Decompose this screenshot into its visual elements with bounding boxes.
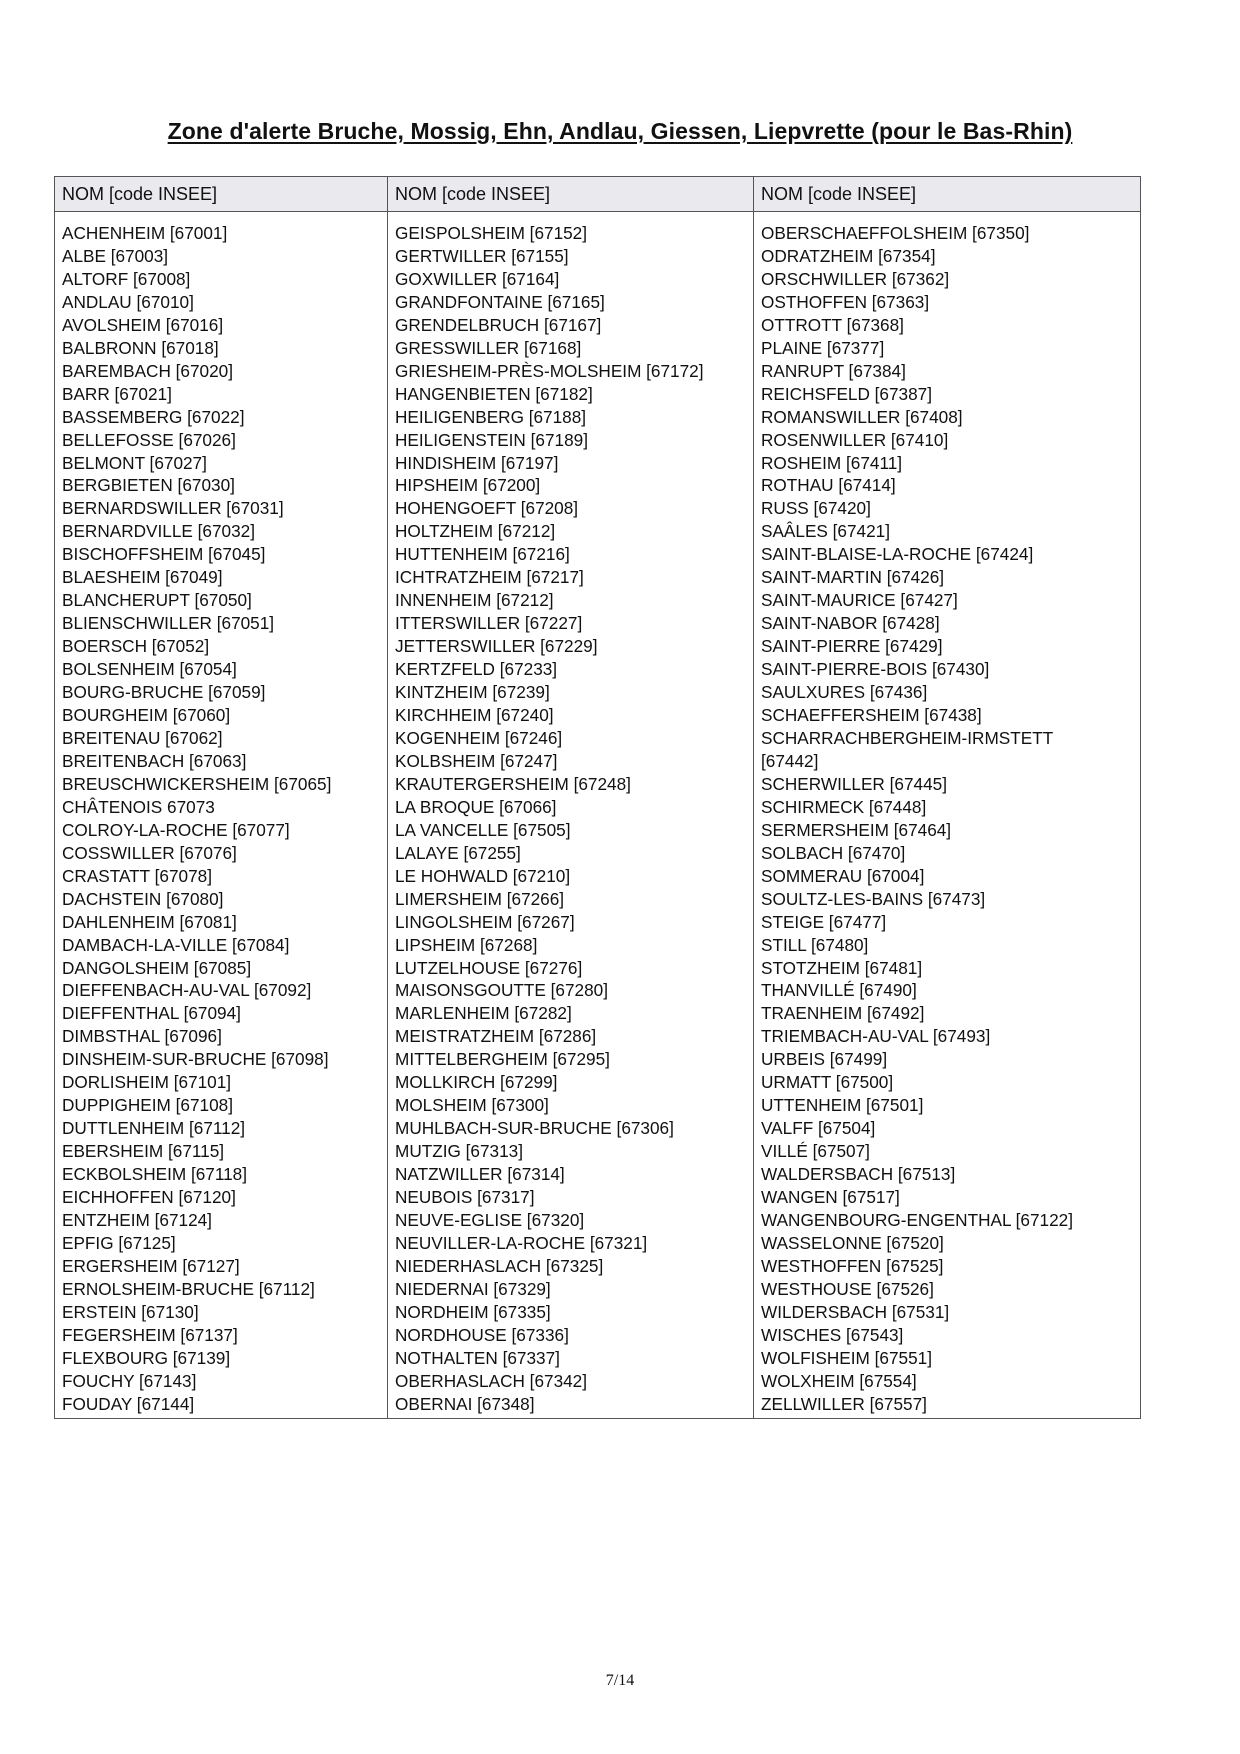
commune-entry: ERSTEIN [67130] [62, 1301, 199, 1322]
commune-entry: OBERSCHAEFFOLSHEIM [67350] [761, 223, 1030, 243]
commune-entry: RUSS [67420] [761, 498, 871, 519]
commune-entry: AVOLSHEIM [67016] [62, 314, 224, 335]
commune-entry: REICHSFELD [67387] [761, 383, 932, 404]
commune-entry: NIEDERHASLACH [67325] [395, 1255, 604, 1276]
commune-entry: BLIENSCHWILLER [67051] [62, 613, 275, 634]
commune-entry: ROSENWILLER [67410] [761, 429, 949, 450]
commune-entry: CHÂTENOIS 67073 [62, 796, 215, 817]
commune-entry: EPFIG [67125] [62, 1232, 176, 1253]
commune-entry: DUPPIGHEIM [67108] [62, 1095, 233, 1116]
commune-entry: VALFF [67504] [761, 1118, 876, 1139]
commune-entry: ROTHAU [67414] [761, 475, 896, 496]
commune-entry: SERMERSHEIM [67464] [761, 819, 952, 840]
commune-entry: KOGENHEIM [67246] [395, 727, 563, 748]
commune-entry: HEILIGENBERG [67188] [395, 406, 587, 427]
commune-entry: BELMONT [67027] [62, 452, 207, 473]
commune-entry: WANGENBOURG-ENGENTHAL [67122] [761, 1209, 1073, 1230]
commune-entry: SAÂLES [67421] [761, 521, 890, 542]
commune-entry: NEUBOIS [67317] [395, 1187, 535, 1208]
commune-entry: LUTZELHOUSE [67276] [395, 957, 583, 978]
commune-entry: OBERHASLACH [67342] [395, 1370, 588, 1391]
commune-column-2 [388, 216, 754, 1418]
commune-entry: WOLXHEIM [67554] [761, 1370, 917, 1391]
commune-entry: HEILIGENSTEIN [67189] [395, 429, 588, 450]
commune-entry: GEISPOLSHEIM [67152] [395, 223, 588, 243]
commune-entry: INNENHEIM [67212] [395, 590, 554, 611]
commune-entry: GRIESHEIM-PRÈS-MOLSHEIM [67172] [395, 360, 704, 381]
commune-entry: BOURG-BRUCHE [67059] [62, 682, 266, 703]
commune-entry: NOTHALTEN [67337] [395, 1347, 560, 1368]
commune-entry: MOLSHEIM [67300] [395, 1095, 549, 1116]
commune-entry: NORDHOUSE [67336] [395, 1324, 569, 1345]
commune-entry: BERGBIETEN [67030] [62, 475, 235, 496]
commune-entry: BOLSENHEIM [67054] [62, 659, 237, 680]
commune-entry: KRAUTERGERSHEIM [67248] [395, 773, 631, 794]
commune-entry: BLANCHERUPT [67050] [62, 590, 252, 611]
commune-entry: ANDLAU [67010] [62, 291, 194, 312]
commune-entry: DIEFFENBACH-AU-VAL [67092] [62, 980, 312, 1001]
commune-list [62, 222, 387, 1416]
commune-entry: URBEIS [67499] [761, 1049, 888, 1070]
commune-entry: BOERSCH [67052] [62, 636, 210, 657]
commune-entry: ERGERSHEIM [67127] [62, 1255, 240, 1276]
commune-entry: WILDERSBACH [67531] [761, 1301, 950, 1322]
commune-entry: ORSCHWILLER [67362] [761, 268, 950, 289]
commune-entry: SOLBACH [67470] [761, 842, 906, 863]
commune-entry: HIPSHEIM [67200] [395, 475, 541, 496]
commune-entry: WISCHES [67543] [761, 1324, 904, 1345]
commune-entry: NEUVE-EGLISE [67320] [395, 1209, 585, 1230]
commune-entry: KINTZHEIM [67239] [395, 682, 550, 703]
commune-entry: GRESSWILLER [67168] [395, 337, 582, 358]
commune-entry: COSSWILLER [67076] [62, 842, 237, 863]
commune-entry: KOLBSHEIM [67247] [395, 750, 558, 771]
commune-entry: BERNARDVILLE [67032] [62, 521, 255, 542]
commune-entry: MOLLKIRCH [67299] [395, 1072, 558, 1093]
commune-table [54, 176, 1141, 1419]
commune-entry: BASSEMBERG [67022] [62, 406, 245, 427]
commune-entry: OSTHOFFEN [67363] [761, 291, 930, 312]
commune-entry: GERTWILLER [67155] [395, 245, 569, 266]
commune-entry: BOURGHEIM [67060] [62, 705, 231, 726]
commune-entry: LE HOHWALD [67210] [395, 865, 571, 886]
commune-entry: HOLTZHEIM [67212] [395, 521, 556, 542]
commune-entry: ENTZHEIM [67124] [62, 1209, 212, 1230]
commune-entry: NEUVILLER-LA-ROCHE [67321] [395, 1232, 648, 1253]
commune-entry: ERNOLSHEIM-BRUCHE [67112] [62, 1278, 315, 1299]
commune-entry: GOXWILLER [67164] [395, 268, 560, 289]
commune-entry: OBERNAI [67348] [395, 1393, 535, 1414]
commune-entry: STOTZHEIM [67481] [761, 957, 923, 978]
commune-entry: ROSHEIM [67411] [761, 452, 903, 473]
commune-entry: [67442] [761, 750, 819, 771]
commune-entry: BAREMBACH [67020] [62, 360, 233, 381]
commune-entry: BALBRONN [67018] [62, 337, 219, 358]
commune-entry: STILL [67480] [761, 934, 869, 955]
commune-entry: LA VANCELLE [67505] [395, 819, 571, 840]
commune-entry: HANGENBIETEN [67182] [395, 383, 593, 404]
commune-entry: ECKBOLSHEIM [67118] [62, 1164, 248, 1185]
commune-entry: SAULXURES [67436] [761, 682, 928, 703]
commune-entry: ITTERSWILLER [67227] [395, 613, 583, 634]
commune-entry: NIEDERNAI [67329] [395, 1278, 551, 1299]
commune-entry: LIMERSHEIM [67266] [395, 888, 565, 909]
commune-entry: DINSHEIM-SUR-BRUCHE [67098] [62, 1049, 329, 1070]
commune-entry: MITTELBERGHEIM [67295] [395, 1049, 610, 1070]
commune-entry: DORLISHEIM [67101] [62, 1072, 232, 1093]
commune-entry: ODRATZHEIM [67354] [761, 245, 936, 266]
commune-entry: SCHARRACHBERGHEIM-IRMSTETT [761, 727, 1054, 748]
commune-entry: SAINT-BLAISE-LA-ROCHE [67424] [761, 544, 1034, 565]
column-header: NOM [code INSEE] [55, 177, 388, 212]
commune-entry: MUTZIG [67313] [395, 1141, 523, 1162]
commune-entry: NATZWILLER [67314] [395, 1164, 565, 1185]
commune-entry: TRIEMBACH-AU-VAL [67493] [761, 1026, 991, 1047]
commune-entry: SOULTZ-LES-BAINS [67473] [761, 888, 986, 909]
commune-entry: SAINT-NABOR [67428] [761, 613, 940, 634]
commune-entry: LIPSHEIM [67268] [395, 934, 538, 955]
commune-entry: KIRCHHEIM [67240] [395, 705, 554, 726]
commune-entry: SAINT-MAURICE [67427] [761, 590, 958, 611]
commune-entry: DAHLENHEIM [67081] [62, 911, 237, 932]
commune-entry: BREITENAU [67062] [62, 727, 223, 748]
commune-entry: MARLENHEIM [67282] [395, 1003, 572, 1024]
commune-entry: ZELLWILLER [67557] [761, 1393, 927, 1414]
commune-entry: MEISTRATZHEIM [67286] [395, 1026, 597, 1047]
commune-entry: STEIGE [67477] [761, 911, 887, 932]
commune-entry: OTTROTT [67368] [761, 314, 904, 335]
commune-entry: COLROY-LA-ROCHE [67077] [62, 819, 290, 840]
column-header: NOM [code INSEE] [754, 177, 1141, 212]
commune-entry: HINDISHEIM [67197] [395, 452, 559, 473]
commune-entry: TRAENHEIM [67492] [761, 1003, 925, 1024]
commune-entry: MAISONSGOUTTE [67280] [395, 980, 608, 1001]
commune-entry: UTTENHEIM [67501] [761, 1095, 924, 1116]
commune-entry: SAINT-MARTIN [67426] [761, 567, 945, 588]
document-title: Zone d'alerte Bruche, Mossig, Ehn, Andlau, Giessen, Liepvrette (pour le Bas-Rhin) [167, 118, 1073, 144]
commune-entry: FEGERSHEIM [67137] [62, 1324, 238, 1345]
commune-entry: PLAINE [67377] [761, 337, 885, 358]
commune-entry: BELLEFOSSE [67026] [62, 429, 236, 450]
commune-entry: URMATT [67500] [761, 1072, 894, 1093]
commune-entry: FOUCHY [67143] [62, 1370, 197, 1391]
commune-entry: SCHERWILLER [67445] [761, 773, 947, 794]
commune-entry: ROMANSWILLER [67408] [761, 406, 963, 427]
commune-entry: SAINT-PIERRE-BOIS [67430] [761, 659, 990, 680]
table-body-row [55, 216, 1141, 1418]
commune-entry: DIMBSTHAL [67096] [62, 1026, 222, 1047]
commune-entry: HOHENGOEFT [67208] [395, 498, 579, 519]
commune-entry: ACHENHEIM [67001] [62, 223, 228, 243]
commune-entry: EBERSHEIM [67115] [62, 1141, 225, 1162]
commune-entry: DAMBACH-LA-VILLE [67084] [62, 934, 290, 955]
commune-list [395, 222, 753, 1416]
commune-entry: SAINT-PIERRE [67429] [761, 636, 943, 657]
commune-entry: NORDHEIM [67335] [395, 1301, 551, 1322]
commune-entry: GRANDFONTAINE [67165] [395, 291, 605, 312]
commune-entry: LINGOLSHEIM [67267] [395, 911, 575, 932]
commune-entry: JETTERSWILLER [67229] [395, 636, 598, 657]
commune-entry: FOUDAY [67144] [62, 1393, 195, 1414]
commune-entry: BREITENBACH [67063] [62, 750, 247, 771]
commune-entry: WANGEN [67517] [761, 1187, 900, 1208]
commune-entry: VILLÉ [67507] [761, 1141, 870, 1162]
commune-entry: CRASTATT [67078] [62, 865, 212, 886]
commune-entry: RANRUPT [67384] [761, 360, 906, 381]
page-number: 7/14 [605, 1672, 635, 1689]
commune-entry: SOMMERAU [67004] [761, 865, 925, 886]
table-header-row [55, 177, 1141, 212]
commune-entry: MUHLBACH-SUR-BRUCHE [67306] [395, 1118, 674, 1139]
commune-entry: BARR [67021] [62, 383, 172, 404]
commune-entry: THANVILLÉ [67490] [761, 980, 917, 1001]
commune-column-3 [754, 216, 1141, 1418]
commune-entry: SCHIRMECK [67448] [761, 796, 927, 817]
commune-entry: WALDERSBACH [67513] [761, 1164, 956, 1185]
commune-entry: GRENDELBRUCH [67167] [395, 314, 602, 335]
commune-entry: DACHSTEIN [67080] [62, 888, 224, 909]
commune-entry: WASSELONNE [67520] [761, 1232, 944, 1253]
commune-entry: BLAESHEIM [67049] [62, 567, 223, 588]
commune-entry: LALAYE [67255] [395, 842, 521, 863]
commune-entry: WESTHOUSE [67526] [761, 1278, 934, 1299]
commune-entry: EICHHOFFEN [67120] [62, 1187, 236, 1208]
commune-entry: DANGOLSHEIM [67085] [62, 957, 252, 978]
commune-entry: ICHTRATZHEIM [67217] [395, 567, 584, 588]
commune-entry: BISCHOFFSHEIM [67045] [62, 544, 266, 565]
commune-entry: DUTTLENHEIM [67112] [62, 1118, 246, 1139]
column-header: NOM [code INSEE] [388, 177, 754, 212]
commune-entry: ALTORF [67008] [62, 268, 191, 289]
commune-entry: FLEXBOURG [67139] [62, 1347, 231, 1368]
commune-entry: LA BROQUE [67066] [395, 796, 557, 817]
commune-entry: KERTZFELD [67233] [395, 659, 558, 680]
commune-entry: WESTHOFFEN [67525] [761, 1255, 944, 1276]
commune-entry: SCHAEFFERSHEIM [67438] [761, 705, 982, 726]
commune-list [761, 222, 1140, 1416]
commune-entry: WOLFISHEIM [67551] [761, 1347, 932, 1368]
commune-entry: BREUSCHWICKERSHEIM [67065] [62, 773, 332, 794]
commune-entry: ALBE [67003] [62, 245, 169, 266]
commune-entry: HUTTENHEIM [67216] [395, 544, 570, 565]
commune-entry: BERNARDSWILLER [67031] [62, 498, 284, 519]
commune-entry: DIEFFENTHAL [67094] [62, 1003, 241, 1024]
commune-column-1 [55, 216, 388, 1418]
